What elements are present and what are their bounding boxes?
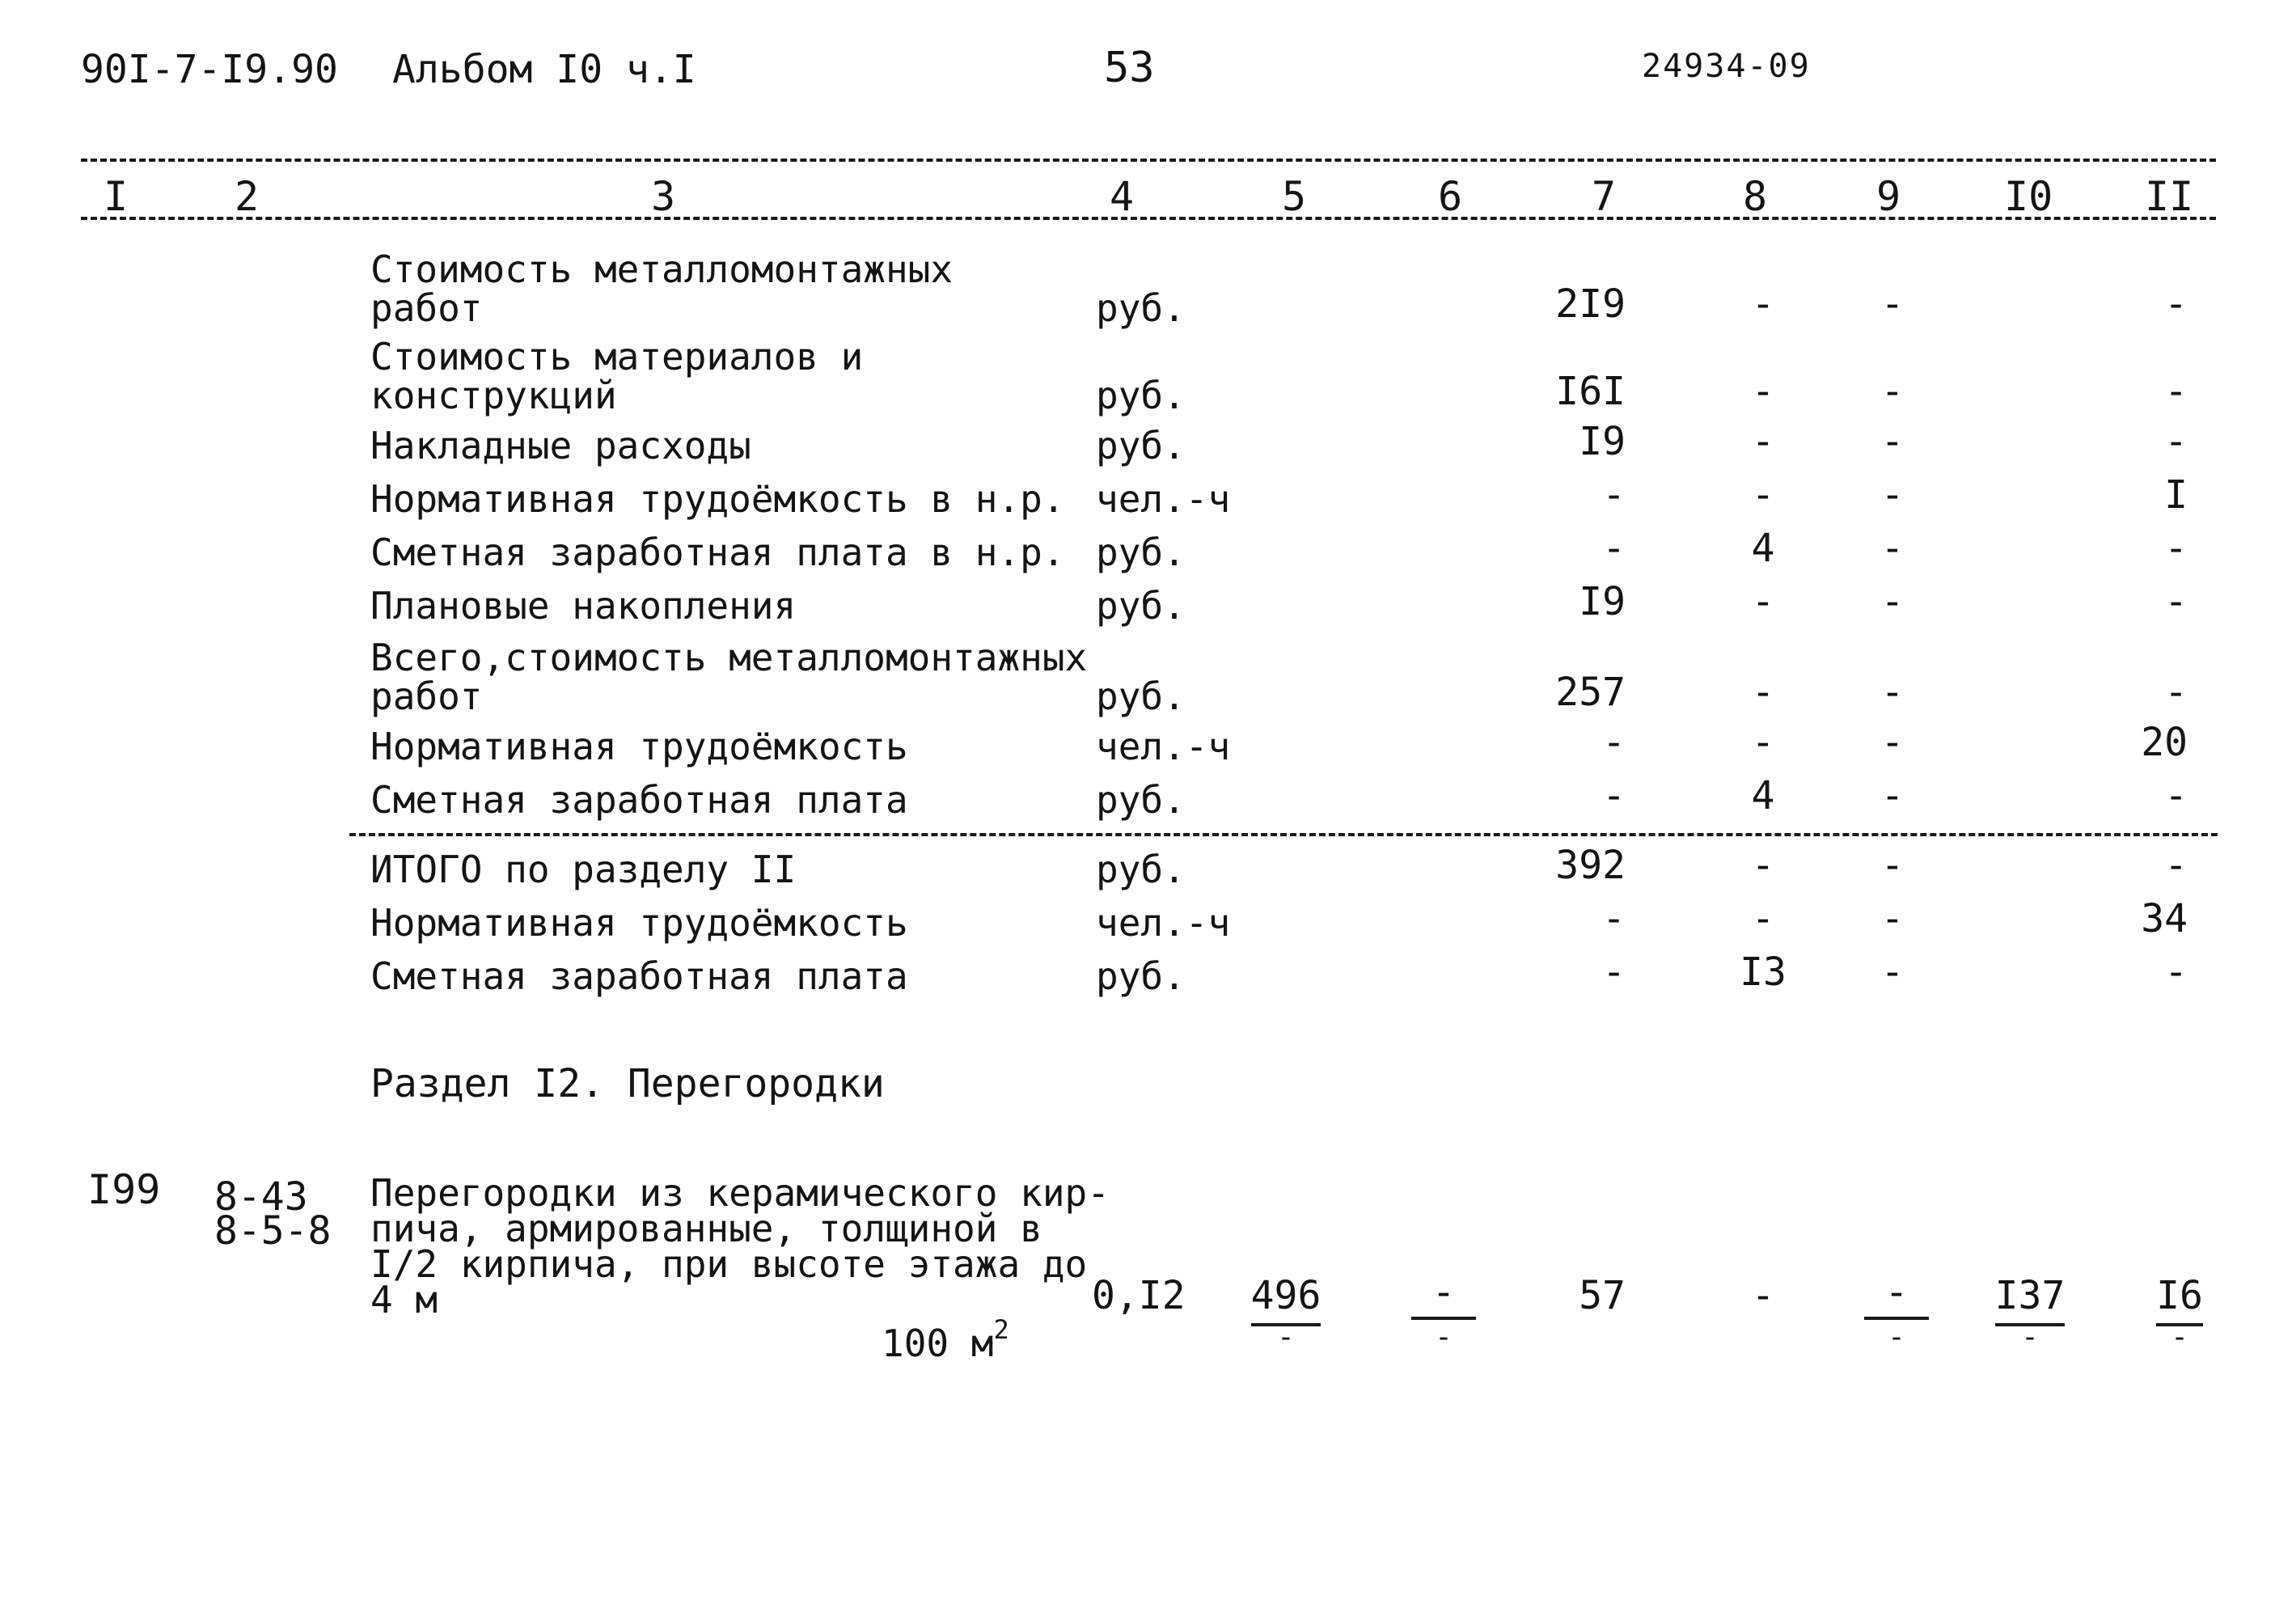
row-col7: I9 <box>1579 419 1626 464</box>
total-col7: 392 <box>1555 843 1626 888</box>
item-col5: 496 <box>1251 1273 1321 1326</box>
item-description-line1: Перегородки из керамического кир- <box>370 1171 1110 1215</box>
item-unit-text: 100 м <box>882 1322 994 1365</box>
header-top-rule <box>81 159 2216 162</box>
row-col8: 4 <box>1751 526 1775 571</box>
total-col7: - <box>1602 896 1626 941</box>
total-col11: - <box>2164 843 2188 888</box>
row-name-line2: работ <box>370 675 483 718</box>
column-number-2: 2 <box>235 173 260 220</box>
column-number-4: 4 <box>1110 173 1135 220</box>
item-col10: I37 <box>1995 1273 2066 1326</box>
row-col11: - <box>2164 670 2188 715</box>
row-col9: - <box>1880 670 1905 715</box>
total-col9: - <box>1880 896 1905 941</box>
item-code-2: 8-5-8 <box>214 1208 332 1254</box>
item-col8: - <box>1751 1273 1775 1318</box>
row-col7: 257 <box>1555 670 1626 715</box>
item-col7: 57 <box>1579 1273 1626 1318</box>
row-col7: - <box>1602 773 1626 818</box>
item-col11: I6 <box>2156 1273 2203 1326</box>
item-col4: 0,I2 <box>1092 1273 1186 1318</box>
row-col8: - <box>1751 281 1775 327</box>
total-name: Нормативная трудоёмкость <box>370 901 908 945</box>
row-col9: - <box>1880 369 1905 414</box>
row-unit: чел.-ч <box>1096 725 1231 768</box>
total-col8: I3 <box>1740 949 1787 995</box>
column-number-11: II <box>2145 173 2194 220</box>
row-col7: - <box>1602 526 1626 571</box>
total-unit: руб. <box>1096 848 1186 891</box>
row-unit: руб. <box>1096 531 1186 574</box>
row-col8: - <box>1751 670 1775 715</box>
total-col8: - <box>1751 843 1775 888</box>
total-col9: - <box>1880 949 1905 995</box>
column-number-7: 7 <box>1592 173 1617 220</box>
row-unit: чел.-ч <box>1096 477 1231 521</box>
header-bottom-rule <box>81 217 2216 220</box>
row-col11: I <box>2164 472 2188 518</box>
column-number-5: 5 <box>1282 173 1307 220</box>
total-col8: - <box>1751 896 1775 941</box>
row-col9: - <box>1880 419 1905 464</box>
album-label: Альбом I0 ч.I <box>392 47 696 92</box>
item-code-1: 8-43 <box>214 1174 308 1220</box>
row-col11: - <box>2164 579 2188 624</box>
row-col11: 20 <box>2141 720 2188 765</box>
column-number-8: 8 <box>1743 173 1768 220</box>
total-col11: 34 <box>2141 896 2188 941</box>
row-unit: руб. <box>1096 675 1186 718</box>
total-col11: - <box>2164 949 2188 995</box>
row-col7: 2I9 <box>1555 281 1626 327</box>
row-name-line1: Всего,стоимость металломонтажных <box>370 636 1088 679</box>
row-col11: - <box>2164 419 2188 464</box>
row-col9: - <box>1880 281 1905 327</box>
column-number-10: I0 <box>2004 173 2053 220</box>
row-name: Плановые накопления <box>370 584 797 628</box>
row-col11: - <box>2164 369 2188 414</box>
column-number-3: 3 <box>651 173 676 220</box>
row-col8: - <box>1751 720 1775 765</box>
item-description-line2: пича, армированные, толщиной в <box>370 1207 1042 1250</box>
column-number-6: 6 <box>1438 173 1463 220</box>
item-col6-rule <box>1411 1317 1476 1320</box>
row-col9: - <box>1880 472 1905 518</box>
item-col10-sub: - <box>2021 1321 2039 1354</box>
row-col8: - <box>1751 472 1775 518</box>
total-col9: - <box>1880 843 1905 888</box>
row-name-line2: работ <box>370 286 483 330</box>
item-col9: - <box>1884 1270 1909 1315</box>
inventory-number: 24934-09 <box>1642 48 1811 85</box>
row-name: Нормативная трудоёмкость в н.р. <box>370 477 1065 521</box>
section-title: Раздел I2. Перегородки <box>370 1061 885 1106</box>
row-col8: 4 <box>1751 773 1775 818</box>
total-unit: чел.-ч <box>1096 901 1231 945</box>
row-unit: руб. <box>1096 424 1186 467</box>
row-col9: - <box>1880 526 1905 571</box>
total-unit: руб. <box>1096 954 1186 998</box>
row-name: Сметная заработная плата <box>370 778 908 822</box>
row-name-line2: конструкций <box>370 374 617 417</box>
item-description-line4: 4 м <box>370 1278 438 1322</box>
row-col9: - <box>1880 720 1905 765</box>
item-number: I99 <box>87 1166 161 1213</box>
total-name: Сметная заработная плата <box>370 954 908 998</box>
row-unit: руб. <box>1096 584 1186 628</box>
document-code: 90I-7-I9.90 <box>81 47 338 92</box>
row-name-line1: Стоимость металломонтажных <box>370 247 954 291</box>
row-col7: - <box>1602 472 1626 518</box>
column-number-9: 9 <box>1876 173 1901 220</box>
item-col5-sub: - <box>1277 1321 1295 1354</box>
row-col7: - <box>1602 720 1626 765</box>
row-col7: I9 <box>1579 579 1626 624</box>
row-col11: - <box>2164 526 2188 571</box>
item-col5-wrap <box>1250 1273 1322 1318</box>
row-col8: - <box>1751 369 1775 414</box>
row-unit: руб. <box>1096 778 1186 822</box>
item-col11-sub: - <box>2171 1321 2188 1354</box>
page-number: 53 <box>1104 44 1155 92</box>
totals-separator <box>349 833 2218 836</box>
row-unit: руб. <box>1096 286 1186 330</box>
item-description-line3: I/2 кирпича, при высоте этажа до <box>370 1242 1088 1286</box>
total-name: ИТОГО по разделу II <box>370 848 797 891</box>
row-col9: - <box>1880 579 1905 624</box>
item-unit <box>882 1314 1009 1365</box>
row-unit: руб. <box>1096 374 1186 417</box>
column-number-1: I <box>104 173 129 220</box>
item-col9-rule <box>1864 1317 1929 1320</box>
total-col7: - <box>1602 949 1626 995</box>
item-unit-superscript: 2 <box>993 1314 1009 1345</box>
item-col6-sub: - <box>1435 1321 1453 1354</box>
item-col10-wrap <box>1990 1273 2070 1318</box>
item-col11-wrap <box>2143 1273 2216 1318</box>
row-col7: I6I <box>1555 369 1626 414</box>
row-col9: - <box>1880 773 1905 818</box>
item-col9-sub: - <box>1888 1321 1905 1354</box>
row-col11: - <box>2164 281 2188 327</box>
row-col11: - <box>2164 773 2188 818</box>
row-name: Сметная заработная плата в н.р. <box>370 531 1065 574</box>
row-col8: - <box>1751 579 1775 624</box>
row-col8: - <box>1751 419 1775 464</box>
item-col6: - <box>1431 1270 1456 1315</box>
row-name: Нормативная трудоёмкость <box>370 725 908 768</box>
row-name-line1: Стоимость материалов и <box>370 335 864 379</box>
row-name: Накладные расходы <box>370 424 751 467</box>
